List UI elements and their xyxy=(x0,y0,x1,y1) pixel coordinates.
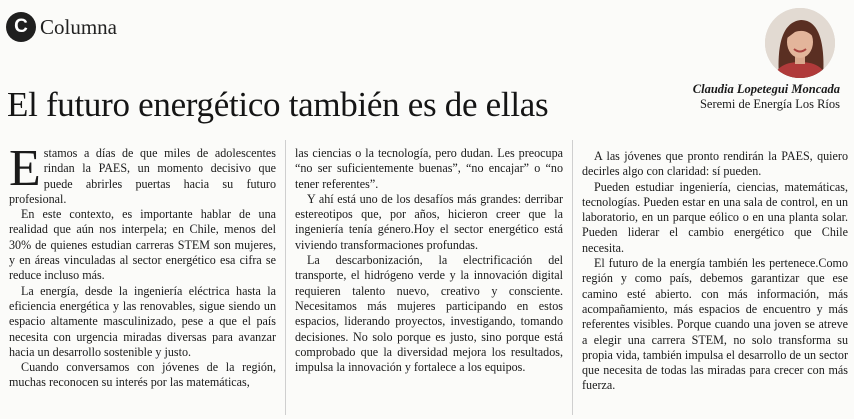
paragraph: Pueden estudiar ingeniería, ciencias, matemáticas, tecnologías. Pueden estar en una sala de control, en un laboratorio, en un parque eólico o en una planta solar. Pueden liderar el cambio energético que Chile necesita. xyxy=(582,179,848,255)
column-divider xyxy=(285,140,286,415)
article-column-2 xyxy=(295,146,563,416)
paragraph: La descarbonización, la electrificación del transporte, el hidrógeno verde y la innovación digital requieren talento nuevo, creativo y consciente. Necesitamos más mujeres participando en estos espacios, liderando proyectos, investigando, tomando decisiones. No solo porque es justo, sino porque está comprobado que la diversidad mejora los resultados, impulsa la innovación y fortalece a los equipos. xyxy=(295,253,563,375)
paragraph: El futuro de la energía también les pertenece.Como región y como país, debemos garantizar que ese camino esté abierto. con más información, más acompañamiento, más espacios de encuentro y más referentes visibles. Porque cuando una joven se atreve a elegir una carrera STEM, no solo transforma su propia vida, también impulsa el desarrollo de un sector que necesita de todas las miradas para crecer con más fuerza. xyxy=(582,256,848,393)
paragraph: A las jóvenes que pronto rendirán la PAES, quiero decirles algo con claridad: sí pueden. xyxy=(582,149,848,179)
paragraph: En este contexto, es importante hablar de una realidad que aún nos interpela; en Chile, menos del 30% de quienes estudian carreras STEM son mujeres, y en áreas vinculadas al sector energético esa cifra se reduce incluso más. xyxy=(9,207,276,283)
headline: El futuro energético también es de ellas xyxy=(7,85,549,124)
section-badge: C xyxy=(6,12,36,42)
section-name: Columna xyxy=(40,14,117,39)
author-name: Claudia Lopetegui Moncada xyxy=(692,82,840,96)
paragraph: Cuando conversamos con jóvenes de la región, muchas reconocen su interés por las matemáticas, xyxy=(9,360,276,390)
paragraph: Estamos a días de que miles de adolescentes rindan la PAES, un momento decisivo que puede abrirles puertas hacia su futuro profesional. xyxy=(9,146,276,206)
article-column-1 xyxy=(9,146,276,416)
drop-cap: E xyxy=(9,146,41,197)
column-divider xyxy=(572,140,573,415)
paragraph: Y ahí está uno de los desafíos más grandes: derribar estereotipos que, por años, hicieron creer que la ingeniería tenía género.Hoy el sector energético está viviendo transformaciones profundas. xyxy=(295,191,563,252)
author-role: Seremi de Energía Los Ríos xyxy=(699,97,840,111)
author-portrait-icon xyxy=(765,8,835,78)
paragraph: las ciencias o la tecnología, pero dudan. Les preocupa “no ser suficientemente buenas”, “no encajar” o “no tener referentes”. xyxy=(295,146,563,191)
paragraph: La energía, desde la ingeniería eléctrica hasta la eficiencia energética y las renovables, sigue siendo un espacio altamente masculinizado, pese a que el país necesita con urgencia miradas diversas para avanzar hacia un desarrollo sostenible y justo. xyxy=(9,283,276,359)
author-block xyxy=(693,82,840,112)
section-header xyxy=(6,10,117,44)
article-column-3 xyxy=(582,149,848,419)
author-photo xyxy=(765,8,835,78)
